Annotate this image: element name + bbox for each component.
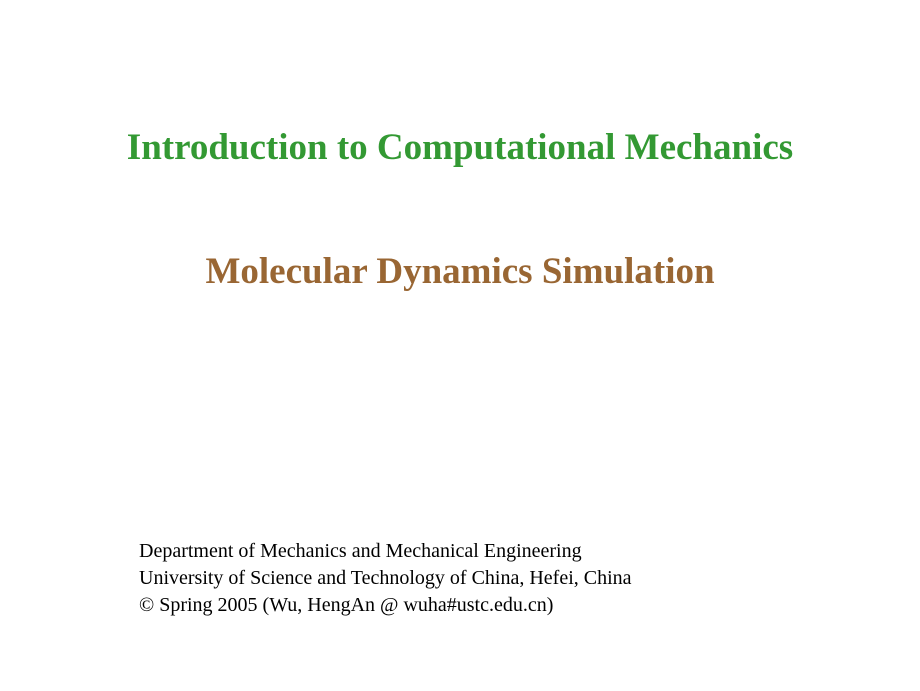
slide-subtitle: Molecular Dynamics Simulation bbox=[205, 251, 715, 292]
university-line: University of Science and Technology of China, Hefei, China bbox=[139, 567, 632, 589]
department-line: Department of Mechanics and Mechanical Engineering bbox=[139, 540, 582, 562]
slide-title: Introduction to Computational Mechanics bbox=[126, 127, 794, 168]
slide-footer bbox=[139, 538, 632, 619]
copyright-line: © Spring 2005 (Wu, HengAn @ wuha#ustc.edu.cn) bbox=[139, 594, 554, 616]
